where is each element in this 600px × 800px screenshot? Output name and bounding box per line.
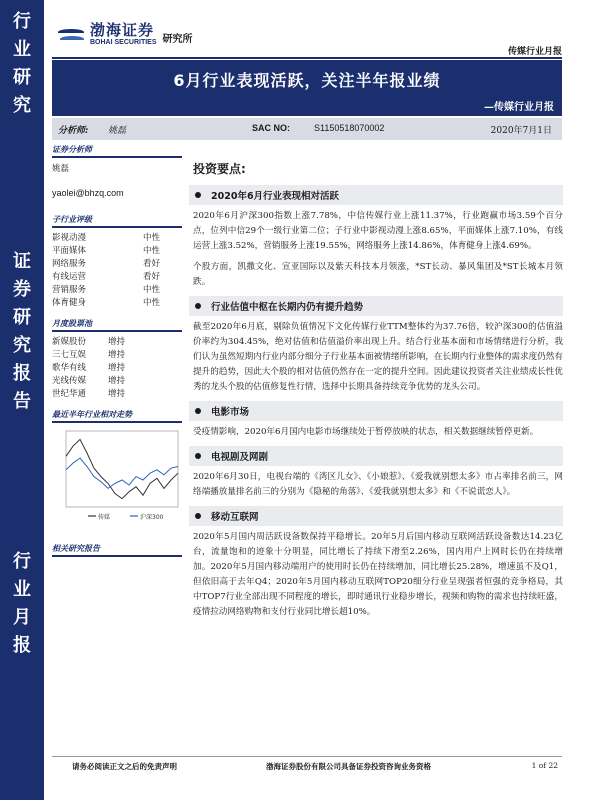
report-title: 6月行业表现活跃，关注半年报业绩 [173, 71, 441, 90]
rating-row: 体育健身 中性 [52, 298, 160, 308]
section-heading: 行业估值中枢在长期内仍有提升趋势 [189, 296, 563, 316]
section-heading: 电视剧及网剧 [189, 446, 563, 466]
bullet-icon [195, 192, 201, 198]
logo-english-name: BOHAI SECURITIES [90, 39, 157, 46]
stock-pool-row: 歌华有线 增持 [52, 363, 126, 373]
chart-frame [66, 431, 178, 507]
stock-pool-row: 新媒股份 增持 [52, 337, 126, 347]
section-heading: 电影市场 [189, 401, 563, 421]
related-reports-heading: 相关研究报告 [52, 543, 182, 557]
series-line-0 [66, 439, 178, 498]
sidebar-label-industry-research: 行 业 研 究 [13, 11, 31, 116]
stock-pool-heading: 月度股票池 [52, 318, 182, 332]
bullet-icon [195, 453, 201, 459]
institute-name: 研究所 [162, 34, 193, 45]
analyst-email[interactable]: yaolei@bhzq.com [52, 188, 124, 198]
title-banner [52, 60, 562, 116]
rating-row: 影视动漫 中性 [52, 233, 160, 243]
section-heading: 2020年6月行业表现相对活跃 [189, 185, 563, 205]
disclaimer-note: 请务必阅读正文之后的免责声明 [72, 762, 177, 771]
wave-logo-icon [58, 25, 86, 45]
page-number: 1 of 22 [531, 761, 558, 770]
page-footer [52, 756, 562, 771]
analyst-name-left: 姚磊 [52, 164, 70, 174]
stock-pool-list [52, 336, 182, 401]
paragraph: 2020年6月沪深300指数上涨7.78%，中信传媒行业上涨11.37%，行业跑赢市场3.59个百分点，位列中信29个一级行业第二位；子行业中影视动漫上涨8.65%，平面媒体上涨7.10%，有线运营上涨3.52%，营销服务上涨19.55%，网络服务上涨14.86%，体育健身上涨4.69%。 [193, 211, 563, 251]
analyst-label: 分析师: [58, 126, 89, 136]
paragraph: 受疫情影响，2020年6月国内电影市场继续处于暂停放映的状态，相关数据继续暂停更新。 [193, 427, 539, 437]
report-subtitle: —传媒行业月报 [484, 102, 554, 113]
logo-chinese-name: 渤海证券 [90, 21, 155, 39]
bullet-icon [195, 513, 201, 519]
paragraph: 个股方面，凯撒文化、宣亚国际以及紫天科技本月领涨，*ST长动、暴风集团及*ST长城本月领跌。 [193, 262, 563, 287]
rating-heading: 子行业评级 [52, 214, 182, 228]
sac-label: SAC NO: [252, 123, 290, 133]
report-type: 传媒行业月报 [507, 47, 562, 57]
stock-pool-row: 世纪华通 增持 [52, 389, 126, 399]
relative-trend-heading: 最近半年行业相对走势 [52, 409, 182, 423]
bullet-icon [195, 408, 201, 414]
investment-highlights [193, 160, 563, 626]
stock-pool-row: 光线传媒 增持 [52, 376, 126, 386]
relative-trend-chart [52, 427, 182, 525]
analyst-name: 姚磊 [108, 126, 127, 136]
sidebar-label-monthly-report: 行 业 月 报 [13, 551, 31, 656]
meta-bar [52, 118, 562, 140]
left-info-column [52, 144, 182, 561]
sidebar-label-securities-report: 证 券 研 究 报 告 [13, 251, 31, 412]
rating-row: 有线运营 看好 [52, 272, 160, 282]
paragraph: 2020年5月国内周活跃设备数保持平稳增长。20年5月后国内移动互联网活跃设备数达14.23亿台，流量饱和的迹象十分明显，同比增长了持续下滑至2.26%，国内用户上网时长仍在持续增加。2020年5月国内移动端用户的使用时长仍在持续增加，同比增长25.28%，增速虽不及Q1，但依旧高于去年Q4；2020年5月国内移动互联网TOP20细分行业呈现强者恒强的竞争格局，其中TOP7行业全部出现不同程度的增长，即时通讯行业稳步增长，视频和购物的需求也持续旺盛，疫情拉动网络购物和支付行业同比增长超10%。 [193, 532, 563, 617]
stock-pool-row: 三七互娱 增持 [52, 350, 126, 360]
header-divider [52, 57, 562, 59]
legend-label-0: 传媒 [98, 514, 111, 521]
section-heading: 移动互联网 [189, 506, 563, 526]
highlights-heading: 投资要点: [193, 162, 246, 176]
report-date: 2020年7月1日 [490, 126, 552, 136]
analyst-heading: 证券分析师 [52, 144, 182, 158]
rating-row: 营销服务 中性 [52, 285, 160, 295]
sac-number: S1150518070002 [314, 123, 385, 133]
legend-label-1: 沪深300 [140, 514, 164, 521]
paragraph: 截至2020年6月底，剔除负值情况下文化传媒行业TTM整体约为37.76倍，较沪深300的估值溢价率约为304.45%，绝对估值和估值溢价率出现上升。结合行业基本面和市场情绪进行分析，我们认为虽然短期内行业内部分细分子行业基本面被情绪所影响，在长期内行业整体的需求度仍然有提升的趋势，因此大个股的相对估值仍然存在一定的提升空间。因此建议投资者关注业绩成长性优秀的龙头个股的估值修复性行情，选择中长期具备持续竞争优势的龙头公司。 [193, 322, 563, 392]
rating-row: 平面媒体 中性 [52, 246, 160, 256]
company-logo [58, 22, 193, 47]
rating-row: 网络服务 看好 [52, 259, 160, 269]
rating-list [52, 232, 182, 310]
left-vertical-banner [0, 0, 44, 800]
bullet-icon [195, 303, 201, 309]
paragraph: 2020年6月30日，电视台端的《湾区儿女》、《小娘惹》、《爱我就别想太多》市占率排名前三，网络端播放量排名前三的分别为《隐秘的角落》、《爱我就别想太多》和《不说谎恋人》。 [193, 472, 563, 497]
trend-chart-svg [52, 427, 182, 525]
qualification-note: 渤海证券股份有限公司具备证券投资咨询业务资格 [266, 762, 431, 771]
